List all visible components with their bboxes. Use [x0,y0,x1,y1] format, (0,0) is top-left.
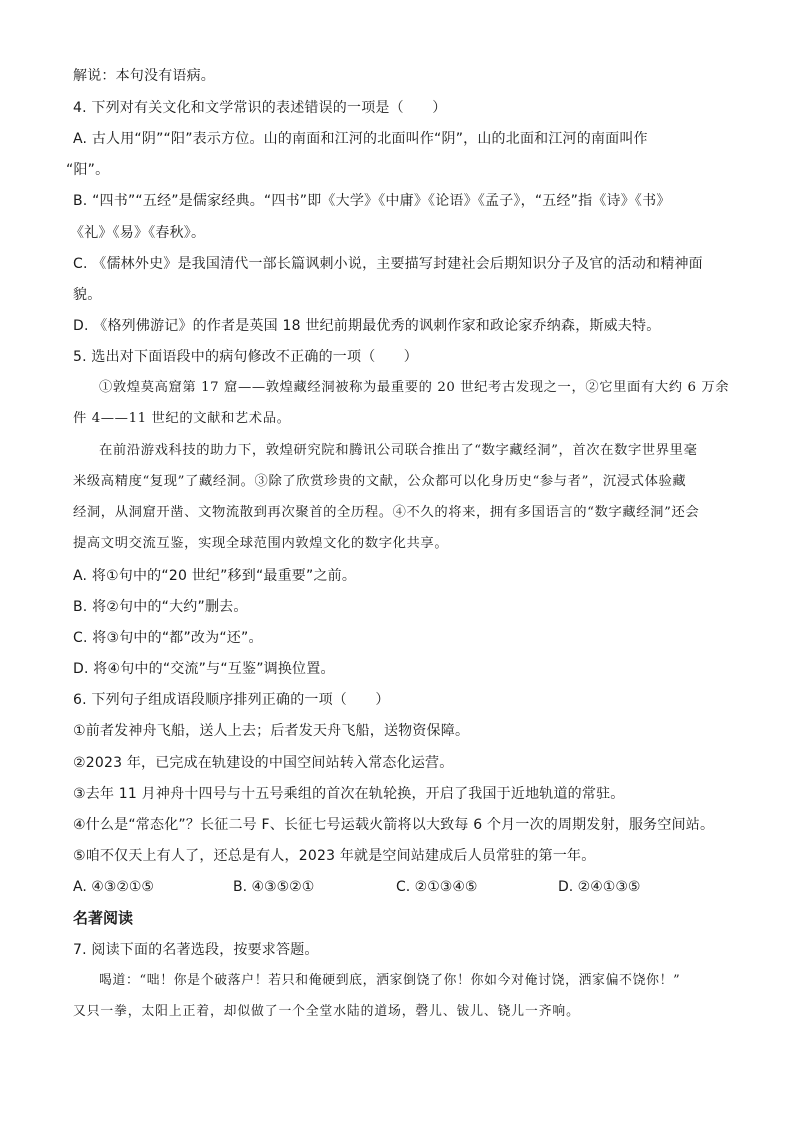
q5-option-d: D. 将④句中的“交流”与“互鉴”调换位置。 [73,661,335,677]
analysis-line: 解说：本句没有语病。 [73,68,215,84]
q6-sentence-3: ③去年 11 月神舟十四号与十五号乘组的首次在轨轮换，开启了我国于近地轨道的常驻。 [73,786,625,802]
q5-passage-p1-line1: ①敦煌莫高窟第 17 窟——敦煌藏经洞被称为最重要的 20 世纪考古发现之一，②它里面有大约 6 万余 [99,380,730,395]
q4-option-c-line1: C. 《儒林外史》是我国清代一部长篇讽刺小说，主要描写封建社会后期知识分子及官的活动和精神面 [73,256,703,272]
q5-option-c: C. 将③句中的“都”改为“还”。 [73,630,263,646]
q6-option-d: D. ②④①③⑤ [558,879,641,895]
q7-excerpt-line2: 又只一拳，太阳上正着，却似做了一个全堂水陆的道场，磬儿、钹儿、铙儿一齐响。 [73,1004,580,1019]
q7-stem: 7. 阅读下面的名著选段，按要求答题。 [73,942,319,958]
q6-option-c: C. ②①③④⑤ [396,879,478,895]
q4-stem: 4. 下列对有关文化和文学常识的表述错误的一项是（ ） [73,100,447,116]
q6-option-b: B. ④③⑤②① [233,879,315,895]
q6-option-a: A. ④③②①⑤ [73,879,154,895]
q6-sentence-4: ④什么是“常态化”？长征二号 F、长征七号运载火箭将以大致每 6 个月一次的周期发射，服务空间站。 [73,817,715,833]
q4-option-b-line2: 《礼》《易》《春秋》。 [70,225,206,241]
q4-option-b-line1: B. “四书”“五经”是儒家经典。“四书”即《大学》《中庸》《论语》《孟子》，“五经”指《诗》《书》 [73,193,671,209]
q4-option-a-line1: A. 古人用“阴”“阳”表示方位。山的南面和江河的北面叫作“阴”，山的北面和江河的南面叫作 [73,131,648,147]
q5-passage-p2-line2: 米级高精度“复现”了藏经洞。③除了欣赏珍贵的文献，公众都可以化身历史“参与者”，沉浸式体验藏 [73,474,687,489]
q6-stem: 6. 下列句子组成语段顺序排列正确的一项（ ） [73,692,390,708]
q7-excerpt-line1: 喝道：“咄！你是个破落户！若只和俺硬到底，洒家倒饶了你！你如今对俺讨饶，洒家偏不饶你！” [99,973,681,988]
q5-option-b: B. 将②句中的“大约”删去。 [73,599,248,615]
q5-stem: 5. 选出对下面语段中的病句修改不正确的一项（ ） [73,349,419,365]
q4-option-c-line2: 貌。 [73,287,102,303]
q5-passage-p2-line1: 在前沿游戏科技的助力下，敦煌研究院和腾讯公司联合推出了“数字藏经洞”，首次在数字世界里毫 [99,443,698,458]
section-heading: 名著阅读 [73,909,134,927]
q5-passage-p2-line3: 经洞，从洞窟开凿、文物流散到再次聚首的全历程。④不久的将来，拥有多国语言的“数字藏经洞”还会 [73,505,700,520]
q4-option-a-line2: “阳”。 [66,162,110,178]
q6-sentence-5: ⑤咱不仅天上有人了，还总是有人，2023 年就是空间站建成后人员常驻的第一年。 [73,848,596,864]
q6-sentence-2: ②2023 年，已完成在轨建设的中国空间站转入常态化运营。 [73,755,454,771]
q5-passage-p2-line4: 提高文明交流互鉴，实现全球范围内敦煌文化的数字化共享。 [73,536,449,551]
q5-passage-p1-line2: 件 4——11 世纪的文献和艺术品。 [73,411,291,426]
q4-option-d: D. 《格列佛游记》的作者是英国 18 世纪前期最优秀的讽刺作家和政论家乔纳森，斯威夫特。 [73,318,661,334]
q6-sentence-1: ①前者发神舟飞船，送人上去；后者发天舟飞船，送物资保障。 [73,723,470,739]
q5-option-a: A. 将①句中的“20 世纪”移到“最重要”之前。 [73,568,357,584]
